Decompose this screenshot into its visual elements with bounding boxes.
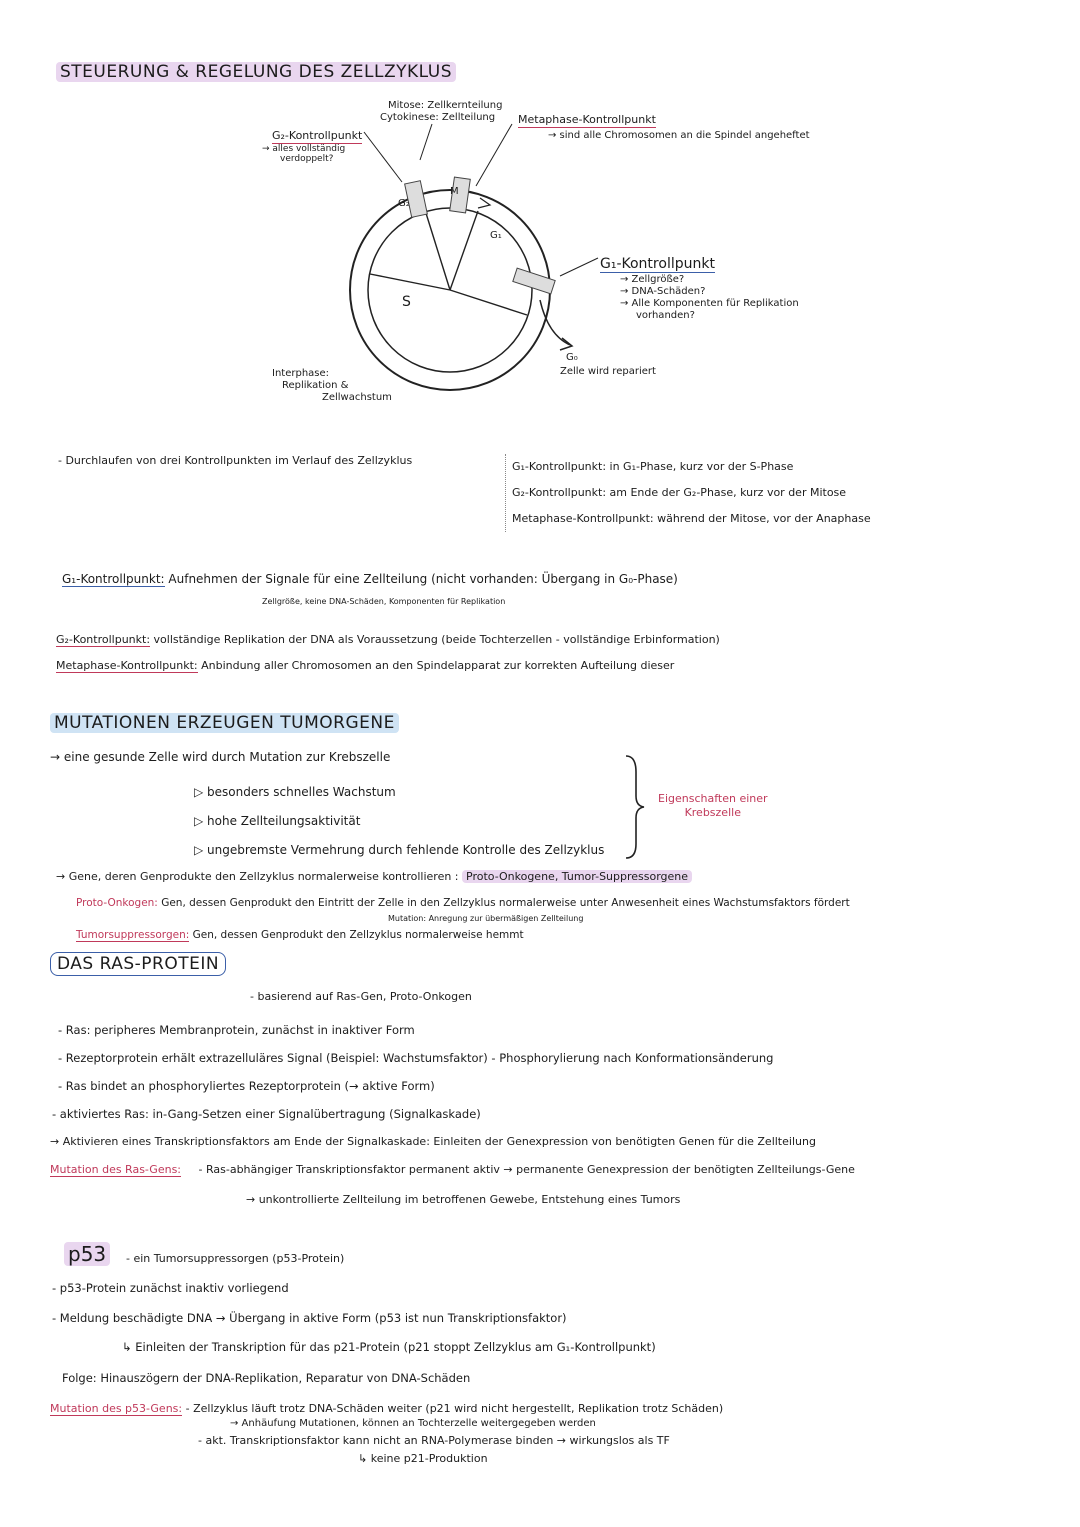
metaphase-term: Metaphase-Kontrollpunkt: (56, 659, 198, 672)
metaphase-definition (56, 659, 674, 672)
metaphase-checkpoint-note: → sind alle Chromosomen an die Spindel angeheftet (548, 130, 810, 141)
checkpoint-list (505, 454, 871, 532)
section-title-ras: DAS RAS-PROTEIN (50, 954, 226, 974)
p53-mutation-4: ↳ keine p21-Produktion (358, 1452, 488, 1465)
g1-checkpoint-label: G₁-Kontrollpunkt (600, 256, 715, 272)
proto-onkogen-term: Proto-Onkogen: (76, 897, 158, 909)
metaphase-text: Anbindung aller Chromosomen an den Spindelapparat zur korrekten Aufteilung dieser (201, 659, 675, 672)
g2-checkpoint-note-2: verdoppelt? (280, 154, 334, 164)
p53-line-3: ↳ Einleiten der Transkription für das p21-Protein (p21 stoppt Zellzyklus am G₁-Kontrollpunkt) (122, 1340, 656, 1354)
g1-checkpoint-note-4: vorhanden? (636, 310, 695, 321)
g1-checkpoint-note-3: → Alle Komponenten für Replikation (620, 298, 799, 309)
phase-m-label: M (450, 186, 459, 197)
g0-note: Zelle wird repariert (560, 366, 656, 377)
g2-checkpoint-label: G₂-Kontrollpunkt (272, 129, 363, 142)
cancer-properties (194, 778, 604, 865)
metaphase-checkpoint-label: Metaphase-Kontrollpunkt (518, 113, 656, 126)
tumorsuppressor-definition: Tumorsuppressorgen: Gen, dessen Genprodukt den Zellzyklus normalerweise hemmt (76, 929, 524, 941)
p53-mutation-2: → Anhäufung Mutationen, können an Tochterzelle weitergegeben werden (230, 1418, 596, 1429)
section-title-zellzyklus: STEUERUNG & REGELUNG DES ZELLZYKLUS (56, 62, 456, 82)
g2-checkpoint-note-1: → alles vollständig (262, 144, 346, 154)
tumorsuppressor-term: Tumorsuppressorgen: (76, 929, 190, 941)
g1-term: G₁-Kontrollpunkt: (62, 572, 165, 586)
checkpoint-list-item: Metaphase-Kontrollpunkt: während der Mitose, vor der Anaphase (512, 512, 871, 525)
p53-mutation: Mutation des p53-Gens: - Zellzyklus läuft trotz DNA-Schäden weiter (p21 wird nicht hergestellt, Replikation trotz Schäden) (50, 1402, 724, 1415)
list-item: ▷ ungebremste Vermehrung durch fehlende Kontrolle des Zellzyklus (194, 843, 605, 857)
proto-onkogen-subnote: Mutation: Anregung zur übermäßigen Zellteilung (388, 914, 584, 923)
list-item: - aktiviertes Ras: in-Gang-Setzen einer Signalübertragung (Signalkaskade) (52, 1107, 481, 1121)
phase-g1-label: G₁ (490, 230, 502, 241)
ras-mutation-term: Mutation des Ras-Gens: (50, 1163, 182, 1176)
ras-mutation: Mutation des Ras-Gens: - Ras-abhängiger Transkriptionsfaktor permanent aktiv → permanente Genexpression der benötigten Zellteilungs-Gene (50, 1163, 855, 1176)
list-item: - Rezeptorprotein erhält extrazelluläres Signal (Beispiel: Wachstumsfaktor) - Phosphorylierung nach Konformationsänderung (58, 1051, 774, 1065)
checkpoint-list-item: G₁-Kontrollpunkt: in G₁-Phase, kurz vor der S-Phase (512, 460, 794, 473)
interphase-note-2: Zellwachstum (322, 392, 392, 403)
phase-s-label: S (402, 294, 411, 310)
ras-title-note: - basierend auf Ras-Gen, Proto-Onkogen (250, 990, 472, 1003)
section-title-p53: p53 (64, 1242, 110, 1266)
list-item: ▷ besonders schnelles Wachstum (194, 785, 396, 799)
g0-label: G₀ (566, 352, 578, 363)
section-title-mutationen: MUTATIONEN ERZEUGEN TUMORGENE (50, 713, 399, 733)
p53-line-1: - p53-Protein zunächst inaktiv vorliegend (52, 1281, 289, 1295)
g2-definition (56, 633, 720, 646)
g1-definition (62, 572, 678, 586)
interphase-label: Interphase: (272, 368, 330, 379)
curly-brace (620, 752, 650, 862)
genes-line: → Gene, deren Genprodukte den Zellzyklus normalerweise kontrollieren : Proto-Onkogene, Tumor-Suppressorgene (56, 870, 692, 883)
ras-mutation-consequence: → unkontrollierte Zellteilung im betroffenen Gewebe, Entstehung eines Tumors (246, 1193, 681, 1206)
list-item: - Ras bindet an phosphoryliertes Rezeptorprotein (→ aktive Form) (58, 1079, 435, 1093)
checkpoints-intro: - Durchlaufen von drei Kontrollpunkten im Verlauf des Zellzyklus (58, 454, 413, 467)
proto-onkogen-definition: Proto-Onkogen: Gen, dessen Genprodukt den Eintritt der Zelle in den Zellzyklus normalerweise unter Anwesenheit eines Wachstumsfaktors fördert (76, 897, 850, 909)
ras-lines (50, 1016, 816, 1156)
g1-checkpoint-note-2: → DNA-Schäden? (620, 286, 706, 297)
g1-subnote: Zellgröße, keine DNA-Schäden, Komponenten für Replikation (262, 597, 506, 606)
mutation-intro: → eine gesunde Zelle wird durch Mutation zur Krebszelle (50, 750, 391, 764)
g2-term: G₂-Kontrollpunkt: (56, 633, 151, 646)
interphase-note-1: Replikation & (282, 380, 349, 391)
p53-title-note: - ein Tumorsuppressorgen (p53-Protein) (126, 1252, 345, 1265)
p53-folge: Folge: Hinauszögern der DNA-Replikation, Reparatur von DNA-Schäden (62, 1371, 471, 1385)
cytokinese-label: Cytokinese: Zellteilung (380, 112, 496, 123)
list-item: ▷ hohe Zellteilungsaktivität (194, 814, 361, 828)
p53-line-2: - Meldung beschädigte DNA → Übergang in aktive Form (p53 ist nun Transkriptionsfaktor) (52, 1311, 567, 1325)
cancer-side-note: Eigenschaften einer Krebszelle (658, 792, 768, 819)
p53-mutation-term: Mutation des p53-Gens: (50, 1402, 183, 1415)
list-item: → Aktivieren eines Transkriptionsfaktors am Ende der Signalkaskade: Einleiten der Genexpression von benötigten Genen für die Zellteilung (50, 1135, 816, 1148)
checkpoint-list-item: G₂-Kontrollpunkt: am Ende der G₂-Phase, kurz vor der Mitose (512, 486, 847, 499)
g2-text: vollständige Replikation der DNA als Voraussetzung (beide Tochterzellen - vollständige Erbinformation) (153, 633, 720, 646)
phase-g2-label: G₂ (398, 198, 410, 209)
p53-mutation-3: - akt. Transkriptionsfaktor kann nicht an RNA-Polymerase binden → wirkungslos als TF (198, 1434, 670, 1447)
list-item: - Ras: peripheres Membranprotein, zunächst in inaktiver Form (58, 1023, 415, 1037)
g1-text: Aufnehmen der Signale für eine Zellteilung (nicht vorhanden: Übergang in G₀-Phase) (168, 572, 678, 586)
g1-checkpoint-note-1: → Zellgröße? (620, 274, 685, 285)
mitose-label: Mitose: Zellkernteilung (388, 100, 503, 111)
